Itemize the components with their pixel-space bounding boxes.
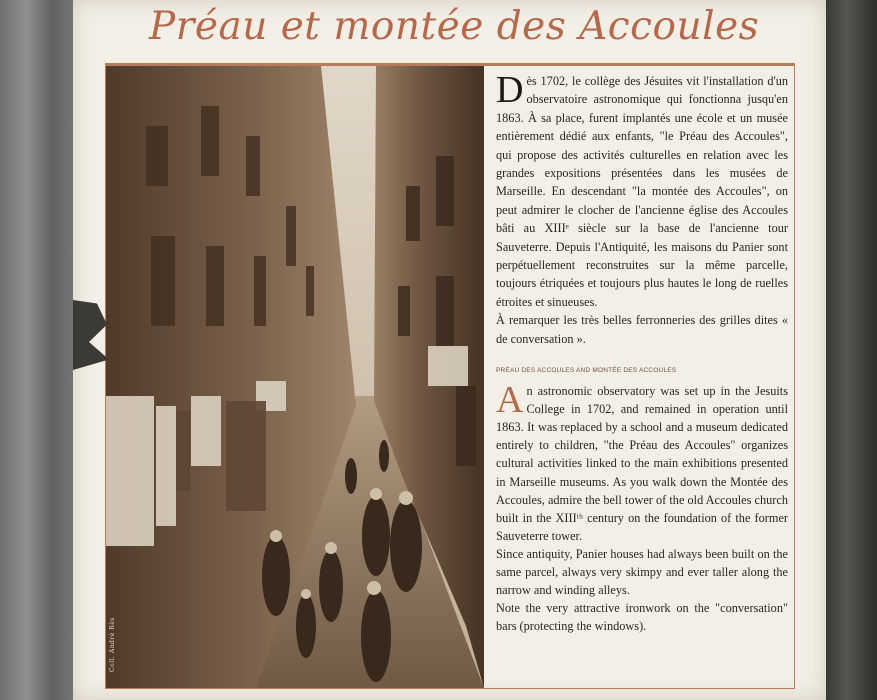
french-text — [496, 69, 788, 348]
english-paragraph-1-text: n astronomic observatory was set up in the Jesuits College in 1702, and remained in operation until 1863. It was replaced by a school and a museum dedicated entirely to children, "the Préau des Accoules" organizes cultural activities linked to the main exhibitions presented in Marseille museums. As you walk down the Montée des Accoules, admire the bell tower of the old Accoules church built in the XIIIᵗʰ century on the foundation of the former Sauveterre tower. — [496, 384, 788, 543]
english-text — [496, 379, 788, 635]
english-dropcap: A — [496, 379, 524, 422]
photo-credit: Coll. André Rès — [109, 617, 116, 672]
street-illustration — [106, 66, 484, 688]
historic-street-photo — [106, 66, 484, 688]
french-dropcap: D — [496, 69, 524, 111]
information-sign — [73, 0, 826, 700]
title-frame — [105, 0, 795, 65]
english-paragraph-3: Note the very attractive ironwork on the "conversation" bars (protecting the windows). — [496, 601, 788, 634]
english-paragraph-2: Since antiquity, Panier houses had always been built on the same parcel, always very skimpy and ever taller along the narrow and winding alleys. — [496, 546, 788, 598]
text-column — [496, 69, 788, 635]
content-frame — [105, 65, 795, 689]
french-paragraph-2: À remarquer les très belles ferronneries des grilles dites « de conversation ». — [496, 313, 788, 346]
metal-post-right — [826, 0, 877, 700]
section-caption: PRÉAU DES ACCOULES AND MONTÉE DES ACCOULES — [496, 367, 677, 375]
french-paragraph-1-text: ès 1702, le collège des Jésuites vit l'installation d'un observatoire astronomique qui fonctionna jusqu'en 1863. À sa place, furent implantés une école et un musée entièrement dédié aux enfants, "le Préau des Accoules", qui propose des activités culturelles en relation avec les grandes expositions présentées dans les musées de Marseille. En descendant "la montée des Accoules", on peut admirer le clocher de l'ancienne église des Accoules bâti au XIIIᵉ siècle sur la base de l'ancienne tour Sauveterre. Depuis l'Antiquité, les maisons du Panier sont perpétuellement reconstruites sur la même parcelle, toujours étriquées et toujours plus hautes le long de ruelles étroites et sinueuses. — [496, 74, 788, 309]
sign-title: Préau et montée des Accoules — [149, 4, 760, 49]
french-paragraph-1 — [496, 69, 788, 311]
english-paragraph-1 — [496, 379, 788, 545]
